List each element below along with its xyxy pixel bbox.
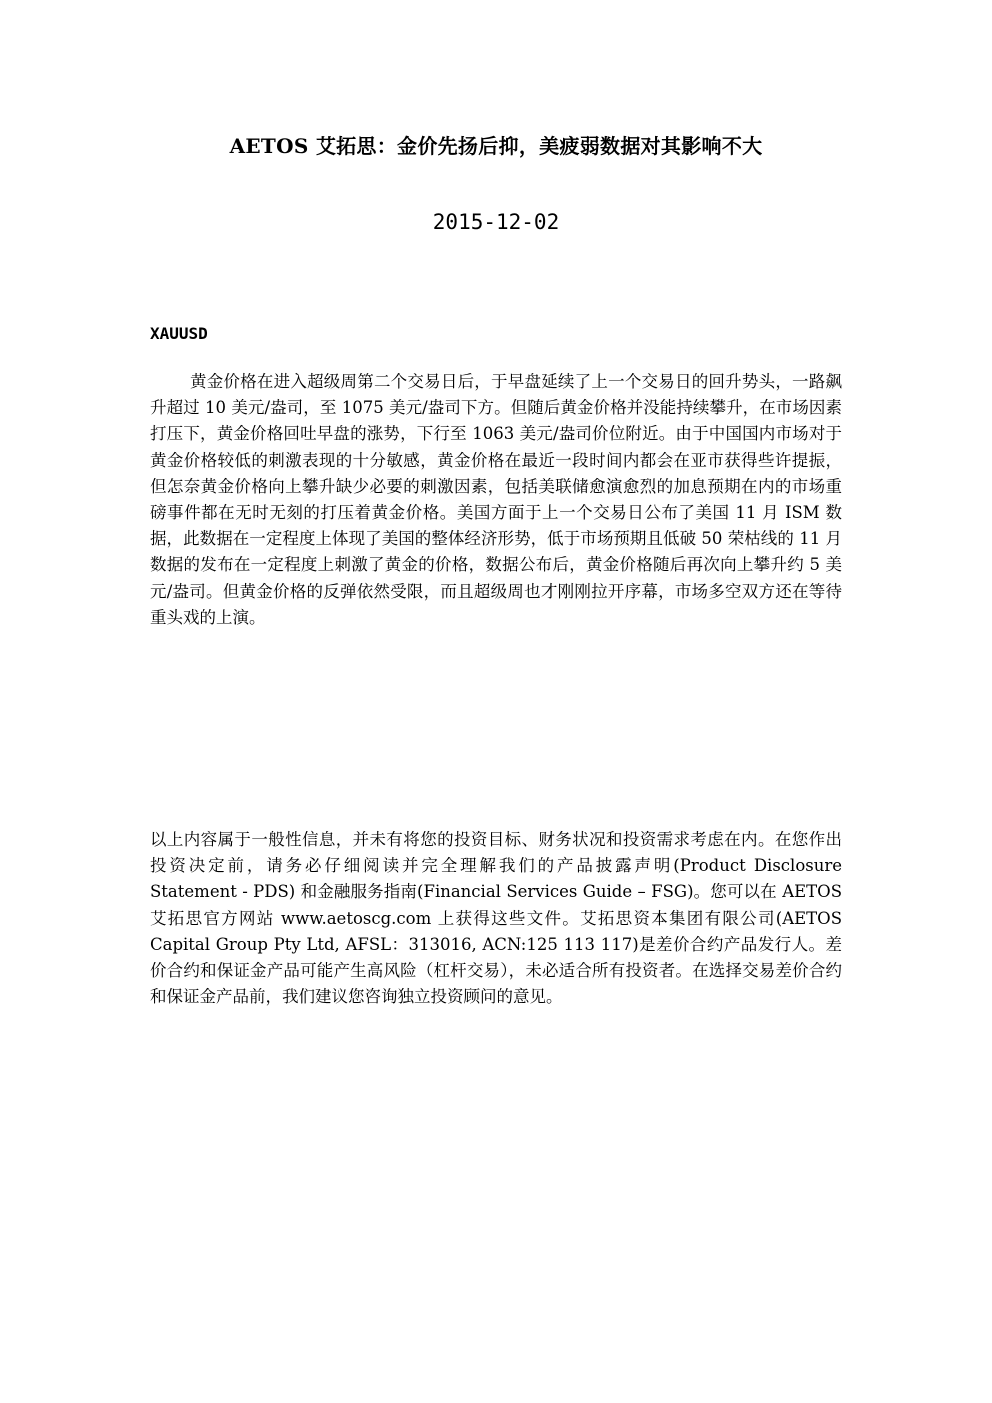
article-body: 黄金价格在进入超级周第二个交易日后，于早盘延续了上一个交易日的回升势头，一路飙升超过 10 美元/盎司，至 1075 美元/盎司下方。但随后黄金价格并没能持续攀升，在市场因素打压下，黄金价格回吐早盘的涨势，下行至 1063 美元/盎司价位附近。由于中国国内市场对于黄金价格较低的刺激表现的十分敏感，黄金价格在最近一段时间内都会在亚市获得些许提振，但怎奈黄金价格向上攀升缺少必要的刺激因素，包括美联储愈演愈烈的加息预期在内的市场重磅事件都在无时无刻的打压着黄金价格。美国方面于上一个交易日公布了美国 11 月 ISM 数据，此数据在一定程度上体现了美国的整体经济形势，低于市场预期且低破 50 荣枯线的 11 月数据的发布在一定程度上刺激了黄金的价格，数据公布后，黄金价格随后再次向上攀升约 5 美元/盎司。但黄金价格的反弹依然受限，而且超级周也才刚刚拉开序幕，市场多空双方还在等待重头戏的上演。: [150, 372, 842, 627]
instrument-symbol: XAUUSD: [150, 324, 208, 343]
document-date: 2015-12-02: [432, 210, 560, 234]
disclaimer-text: 以上内容属于一般性信息，并未有将您的投资目标、财务状况和投资需求考虑在内。在您作出投资决定前，请务必仔细阅读并完全理解我们的产品披露声明(Product Disclosure Statement - PDS) 和金融服务指南(Financial Services Guide – FSG)。您可以在 AETOS 艾拓思官方网站 www.aetoscg.com 上获得这些文件。艾拓思资本集团有限公司(AETOS Capital Group Pty Ltd, AFSL：313016, ACN:125 113 117)是差价合约产品发行人。差价合约和保证金产品可能产生高风险（杠杆交易），未必适合所有投资者。在选择交易差价合约和保证金产品前，我们建议您咨询独立投资顾问的意见。: [150, 830, 842, 1007]
document-title: AETOS 艾拓思：金价先扬后抑，美疲弱数据对其影响不大: [229, 134, 763, 158]
